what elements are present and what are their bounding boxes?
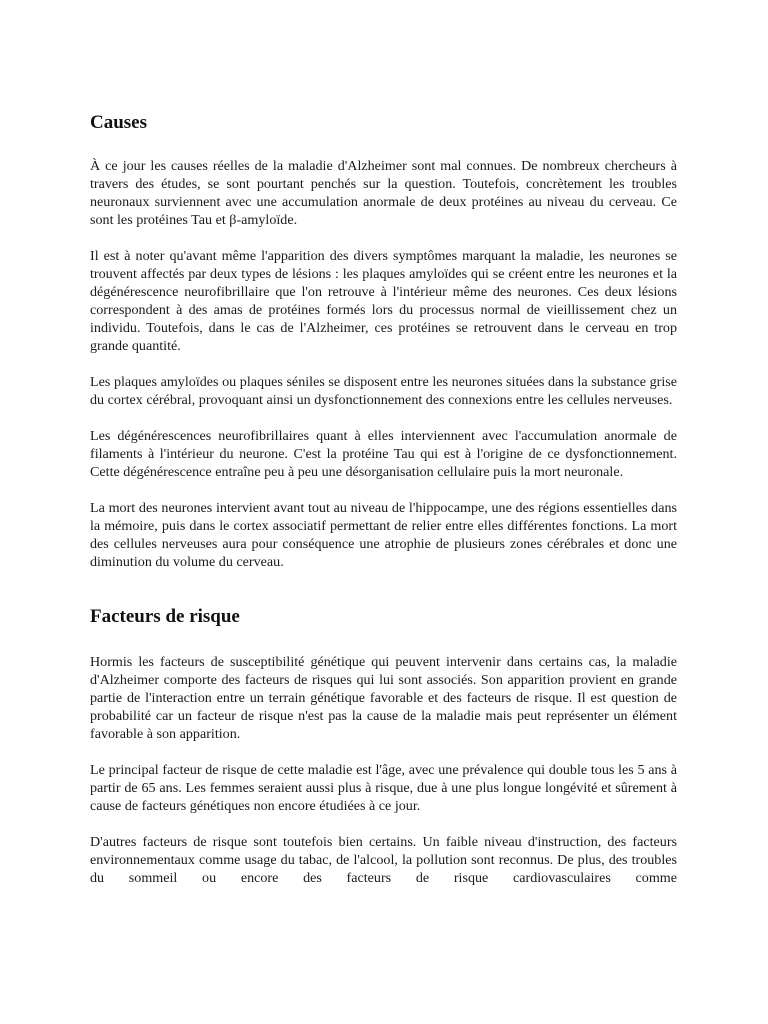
document-page bbox=[90, 111, 677, 887]
section-heading-causes: Causes bbox=[90, 112, 148, 133]
paragraph-risk-2: Le principal facteur de risque de cette maladie est l'âge, avec une prévalence qui double tous les 5 ans à partir de 65 ans. Les femmes seraient aussi plus à risque, due à une plus longue longévité et sûrement à cause de facteurs génétiques non encore étudiées à ce jour. bbox=[90, 762, 677, 814]
paragraph-risk-1: Hormis les facteurs de susceptibilité génétique qui peuvent intervenir dans certains cas, la maladie d'Alzheimer comporte des facteurs de risques qui lui sont associés. Son apparition provient en grande partie de l'interaction entre un terrain génétique favorable et des facteurs de risque. Il est question de probabilité car un facteur de risque n'est pas la cause de la maladie mais peut représenter un élément favorable à son apparition. bbox=[90, 654, 677, 742]
paragraph-causes-2: Il est à noter qu'avant même l'apparition des divers symptômes marquant la maladie, les neurones se trouvent affectés par deux types de lésions : les plaques amyloïdes qui se créent entre les neurones et la dégénérescence neurofibrillaire que l'on retrouve à l'intérieur même des neurones. Ces deux lésions correspondent à des amas de protéines formés lors du processus normal de vieillissement chez un individu. Toutefois, dans le cas de l'Alzheimer, ces protéines se retrouvent dans le cerveau en trop grande quantité. bbox=[90, 248, 677, 354]
paragraph-causes-1: À ce jour les causes réelles de la maladie d'Alzheimer sont mal connues. De nombreux chercheurs à travers des études, se sont pourtant penchés sur la question. Toutefois, concrètement les troubles neuronaux surviennent avec une accumulation anormale de deux protéines au niveau du cerveau. Ce sont les protéines Tau et β-amyloïde. bbox=[90, 158, 677, 228]
paragraph-causes-4: Les dégénérescences neurofibrillaires quant à elles interviennent avec l'accumulation anormale de filaments à l'intérieur du neurone. C'est la protéine Tau qui est à l'origine de ce dysfonctionnement. Cette dégénérescence entraîne peu à peu une désorganisation cellulaire puis la mort neuronale. bbox=[90, 428, 677, 480]
paragraph-causes-5: La mort des neurones intervient avant tout au niveau de l'hippocampe, une des régions essentielles dans la mémoire, puis dans le cortex associatif permettant de relier entre elles différentes fonctions. La mort des cellules nerveuses aura pour conséquence une atrophie de plusieurs zones cérébrales et donc une diminution du volume du cerveau. bbox=[90, 500, 677, 570]
paragraph-risk-3: D'autres facteurs de risque sont toutefois bien certains. Un faible niveau d'instruction, des facteurs environnementaux comme usage du tabac, de l'alcool, la pollution sont reconnus. De plus, des troubles du sommeil ou encore des facteurs de risque cardiovasculaires comme bbox=[90, 834, 677, 886]
section-heading-facteurs-de-risque: Facteurs de risque bbox=[90, 606, 240, 627]
paragraph-causes-3: Les plaques amyloïdes ou plaques séniles se disposent entre les neurones situées dans la substance grise du cortex cérébral, provoquant ainsi un dysfonctionnement des connexions entre les cellules nerveuses. bbox=[90, 374, 677, 408]
